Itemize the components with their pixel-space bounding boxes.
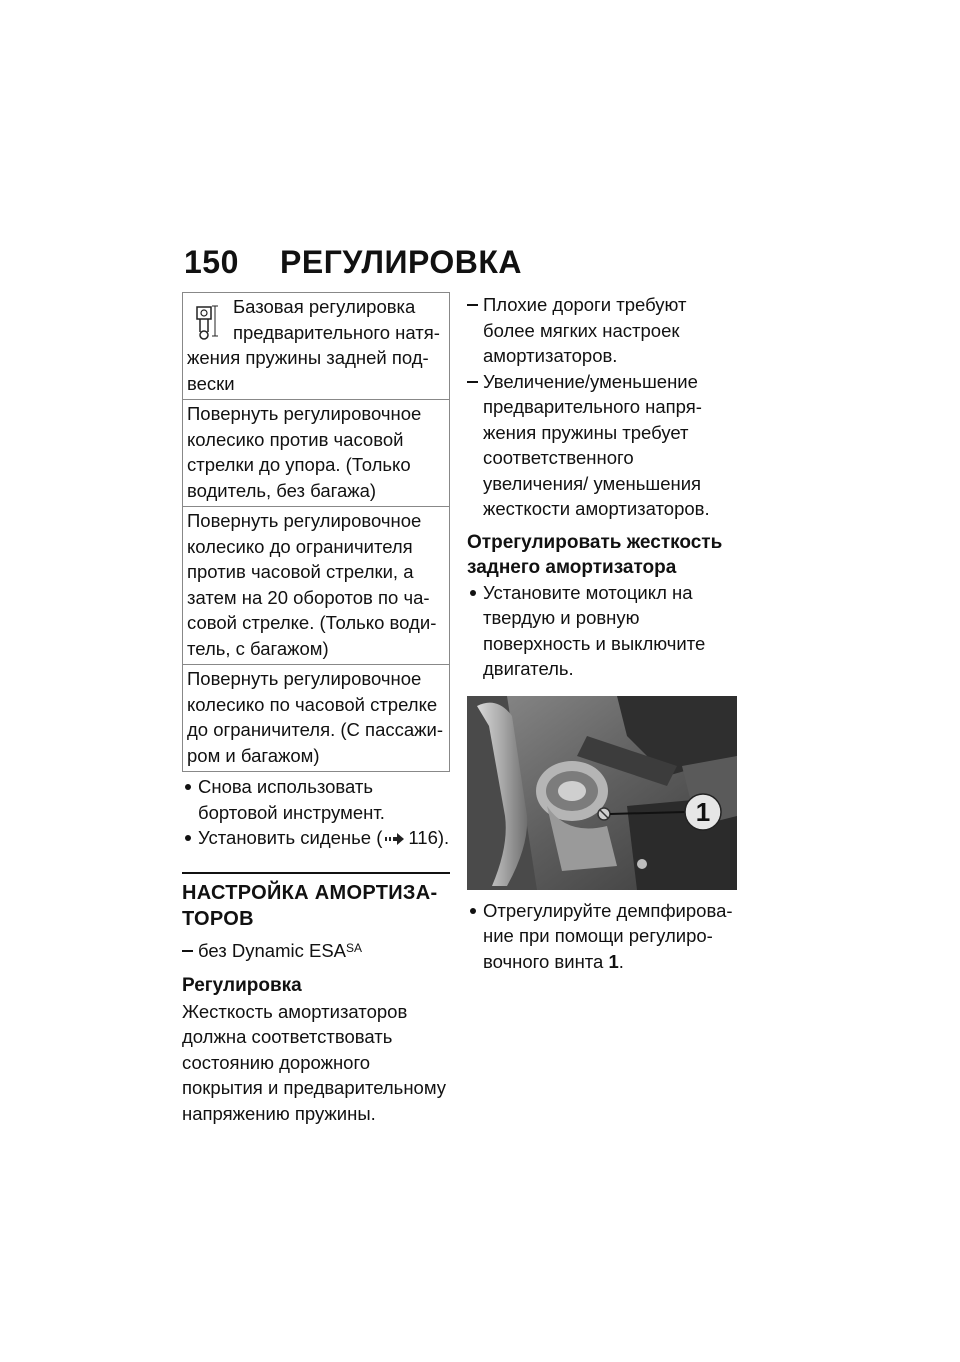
adjustment-table (182, 292, 450, 772)
spring-preload-icon (187, 294, 231, 342)
page-reference-arrow-icon (385, 826, 405, 852)
bullet-text: Отрегулируйте демпфирование при помощи регулировочного винта (483, 899, 733, 972)
paragraph: Жесткость амортизаторов должна соответствовать состоянию дорожного покрытия и предварительному напряжению пружины. (182, 1000, 446, 1124)
sub-title: Регулировка (182, 975, 302, 997)
table-title-cell (183, 293, 449, 399)
subsection-title: Отрегулировать жесткость заднего амортизатора (467, 531, 723, 578)
condition-note (182, 938, 450, 964)
condition-text: без Dynamic ESA (198, 939, 347, 961)
list-item: Плохие дороги требуют более мягких настроек амортизаторов. (467, 292, 735, 369)
callout-reference: 1 (608, 950, 619, 972)
list-item: Увеличение/уменьшение предварительного напряжения пружины требует соответственного увеличения/ уменьшения жесткости амортизаторов. (467, 369, 735, 522)
table-row: Повернуть регулировочное колесико против часовой стрелки до упора. (Только водитель, без багажа) (183, 399, 449, 506)
list-item (182, 825, 450, 852)
right-column (467, 292, 735, 974)
bullet-text: Установить сиденье ( (198, 827, 383, 848)
special-equipment-mark: SA (346, 940, 363, 955)
list-item: Установите мотоцикл на твердую и ровную поверхность и выключите двигатель. (467, 580, 735, 682)
left-column (182, 292, 450, 1126)
page-header (184, 244, 522, 281)
shock-absorber-photo (467, 696, 737, 890)
table-row: Повернуть регулировочное колесико до ограничителя против часовой стрелки, а затем на 20 оборотов по часовой стрелке. (Только водитель, с багажом) (183, 506, 449, 664)
table-row: Повернуть регулировочное колесико по часовой стрелке до ограничителя. (С пассажиром и багажом) (183, 664, 449, 771)
photo-callout-label: 1 (695, 796, 711, 827)
list-item (182, 774, 450, 825)
page-number: 150 (184, 244, 239, 280)
bullet-text-end: . (618, 950, 624, 972)
bullet-text: Снова использовать бортовой инструмент. (198, 776, 385, 823)
bullet-text-end: ). (437, 827, 450, 848)
list-item (467, 898, 735, 975)
chapter-title: РЕГУЛИРОВКА (280, 244, 523, 280)
section-title: НАСТРОЙКА АМОРТИЗАТОРОВ (182, 872, 450, 932)
page-reference-link[interactable]: 116 (408, 827, 438, 848)
table-title: Базовая регулировка предварительного натяжения пружины задней подвески (187, 296, 440, 394)
